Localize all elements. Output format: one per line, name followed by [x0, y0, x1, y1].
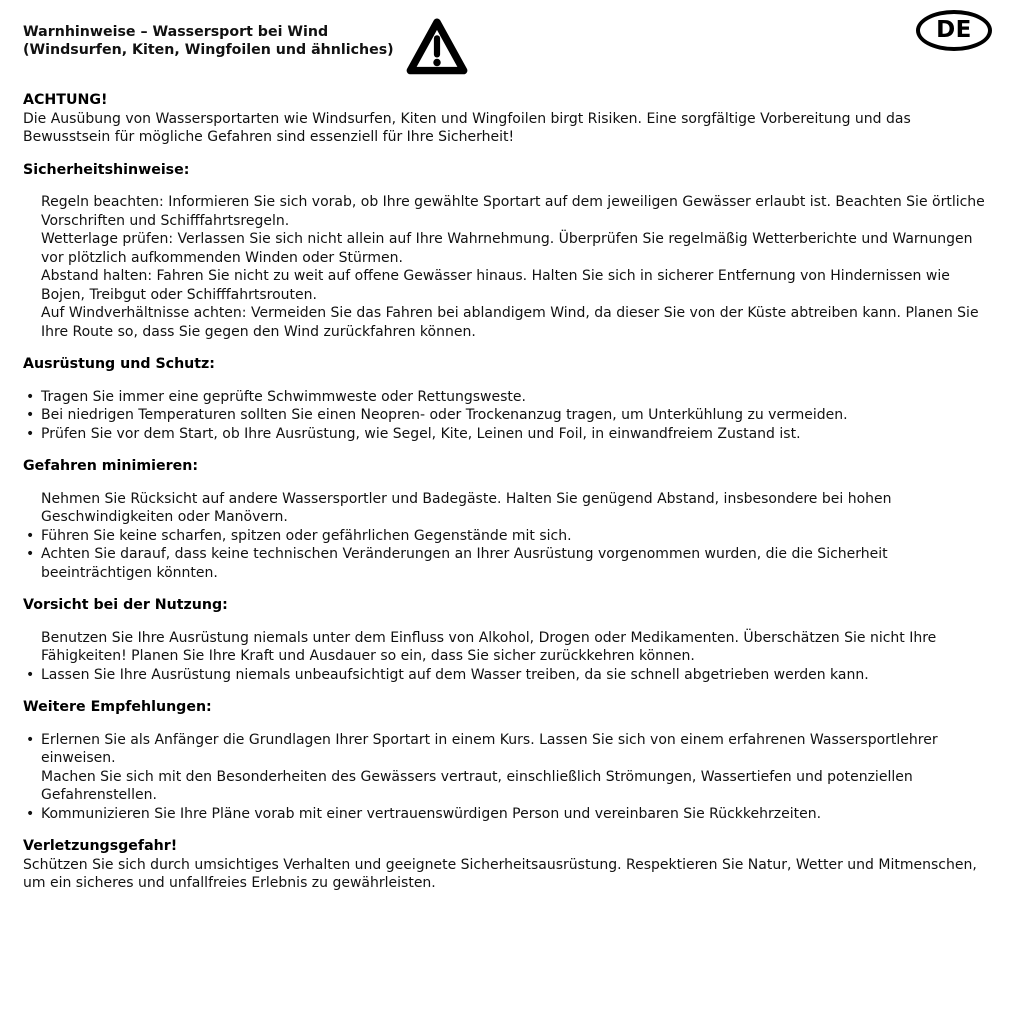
section-verletzungsgefahr	[23, 837, 994, 893]
document-header	[23, 0, 994, 77]
paragraph: Die Ausübung von Wassersportarten wie Windsurfen, Kiten und Wingfoilen birgt Risiken. Eine sorgfältige Vorbereitung und das Bewusstsein für mögliche Gefahren sind essenziell für Ihre Sicherheit!	[23, 110, 911, 145]
list-item: • Achten Sie darauf, dass keine technischen Veränderungen an Ihrer Ausrüstung vorgenommen wurden, die die Sicherheit beeinträchtigen könnten.	[23, 545, 994, 582]
section-heading: Ausrüstung und Schutz:	[23, 356, 215, 372]
language-badge-label: DE	[936, 17, 972, 44]
warning-triangle-icon	[406, 17, 468, 77]
paragraph: Schützen Sie sich durch umsichtiges Verhalten und geeignete Sicherheitsausrüstung. Respektieren Sie Natur, Wetter und Mitmenschen, um ein sicheres und unfallfreies Erlebnis zu gewährleisten.	[23, 856, 977, 891]
section-vorsicht-bei-der-nutzung	[23, 596, 994, 684]
section-heading: Weitere Empfehlungen:	[23, 699, 212, 715]
list-item: Auf Windverhältnisse achten: Vermeiden Sie das Fahren bei ablandigem Wind, da dieser Sie von der Küste abtreiben kann. Planen Sie Ihre Route so, dass Sie gegen den Wind zurückfahren können.	[41, 305, 979, 340]
section-heading: Sicherheitshinweise:	[23, 161, 190, 178]
list-item: Benutzen Sie Ihre Ausrüstung niemals unter dem Einfluss von Alkohol, Drogen oder Medikamenten. Überschätzen Sie nicht Ihre Fähigkeiten! Planen Sie Ihre Kraft und Ausdauer so ein, dass Sie sicher zurückkehren können.	[41, 629, 937, 664]
list-item: • Führen Sie keine scharfen, spitzen oder gefährlichen Gegenstände mit sich.	[23, 527, 994, 546]
section-achtung	[23, 91, 994, 147]
list-item: Wetterlage prüfen: Verlassen Sie sich nicht allein auf Ihre Wahrnehmung. Überprüfen Sie regelmäßig Wetterberichte und Warnungen vor plötzlich aufkommenden Winden oder Stürmen.	[41, 231, 973, 266]
section-sicherheitshinweise	[23, 161, 994, 342]
section-gefahren-minimieren	[23, 457, 994, 582]
page-title	[23, 23, 394, 59]
section-heading: Verletzungsgefahr!	[23, 838, 178, 854]
list-item: • Kommunizieren Sie Ihre Pläne vorab mit einer vertrauenswürdigen Person und vereinbaren Sie Rückkehrzeiten.	[23, 805, 994, 824]
list-item: • Bei niedrigen Temperaturen sollten Sie einen Neopren- oder Trockenanzug tragen, um Unterkühlung zu vermeiden.	[23, 406, 994, 425]
language-badge	[916, 10, 992, 51]
section-heading: Gefahren minimieren:	[23, 458, 199, 474]
list-item: Regeln beachten: Informieren Sie sich vorab, ob Ihre gewählte Sportart auf dem jeweiligen Gewässer erlaubt ist. Beachten Sie örtliche Vorschriften und Schifffahrtsregeln.	[41, 194, 985, 229]
list-item: Nehmen Sie Rücksicht auf andere Wassersportler und Badegäste. Halten Sie genügend Abstand, insbesondere bei hohen Geschwindigkeiten oder Manövern.	[41, 490, 892, 525]
page-title-line2: (Windsurfen, Kiten, Wingfoilen und ähnliches)	[23, 42, 394, 58]
list-item: Abstand halten: Fahren Sie nicht zu weit auf offene Gewässer hinaus. Halten Sie sich in sicherer Entfernung von Hindernissen wie Bojen, Treibgut oder Schifffahrtsrouten.	[41, 268, 950, 303]
list-item: • Prüfen Sie vor dem Start, ob Ihre Ausrüstung, wie Segel, Kite, Leinen und Foil, in einwandfreiem Zustand ist.	[23, 425, 994, 444]
list-item: • Lassen Sie Ihre Ausrüstung niemals unbeaufsichtigt auf dem Wasser treiben, da sie schnell abgetrieben werden kann.	[23, 666, 994, 685]
section-heading: Vorsicht bei der Nutzung:	[23, 597, 228, 613]
list-item: • Tragen Sie immer eine geprüfte Schwimmweste oder Rettungsweste.	[23, 388, 994, 407]
section-heading: ACHTUNG!	[23, 92, 108, 108]
list-item: Machen Sie sich mit den Besonderheiten des Gewässers vertraut, einschließlich Strömungen, Wassertiefen und potenziellen Gefahrenstellen.	[41, 768, 913, 803]
section-weitere-empfehlungen	[23, 698, 994, 823]
page-title-line1: Warnhinweise – Wassersport bei Wind	[23, 24, 329, 40]
section-ausruestung-und-schutz	[23, 355, 994, 443]
list-item: • Erlernen Sie als Anfänger die Grundlagen Ihrer Sportart in einem Kurs. Lassen Sie sich von einem erfahrenen Wassersportlehrer einweisen.	[23, 731, 994, 768]
